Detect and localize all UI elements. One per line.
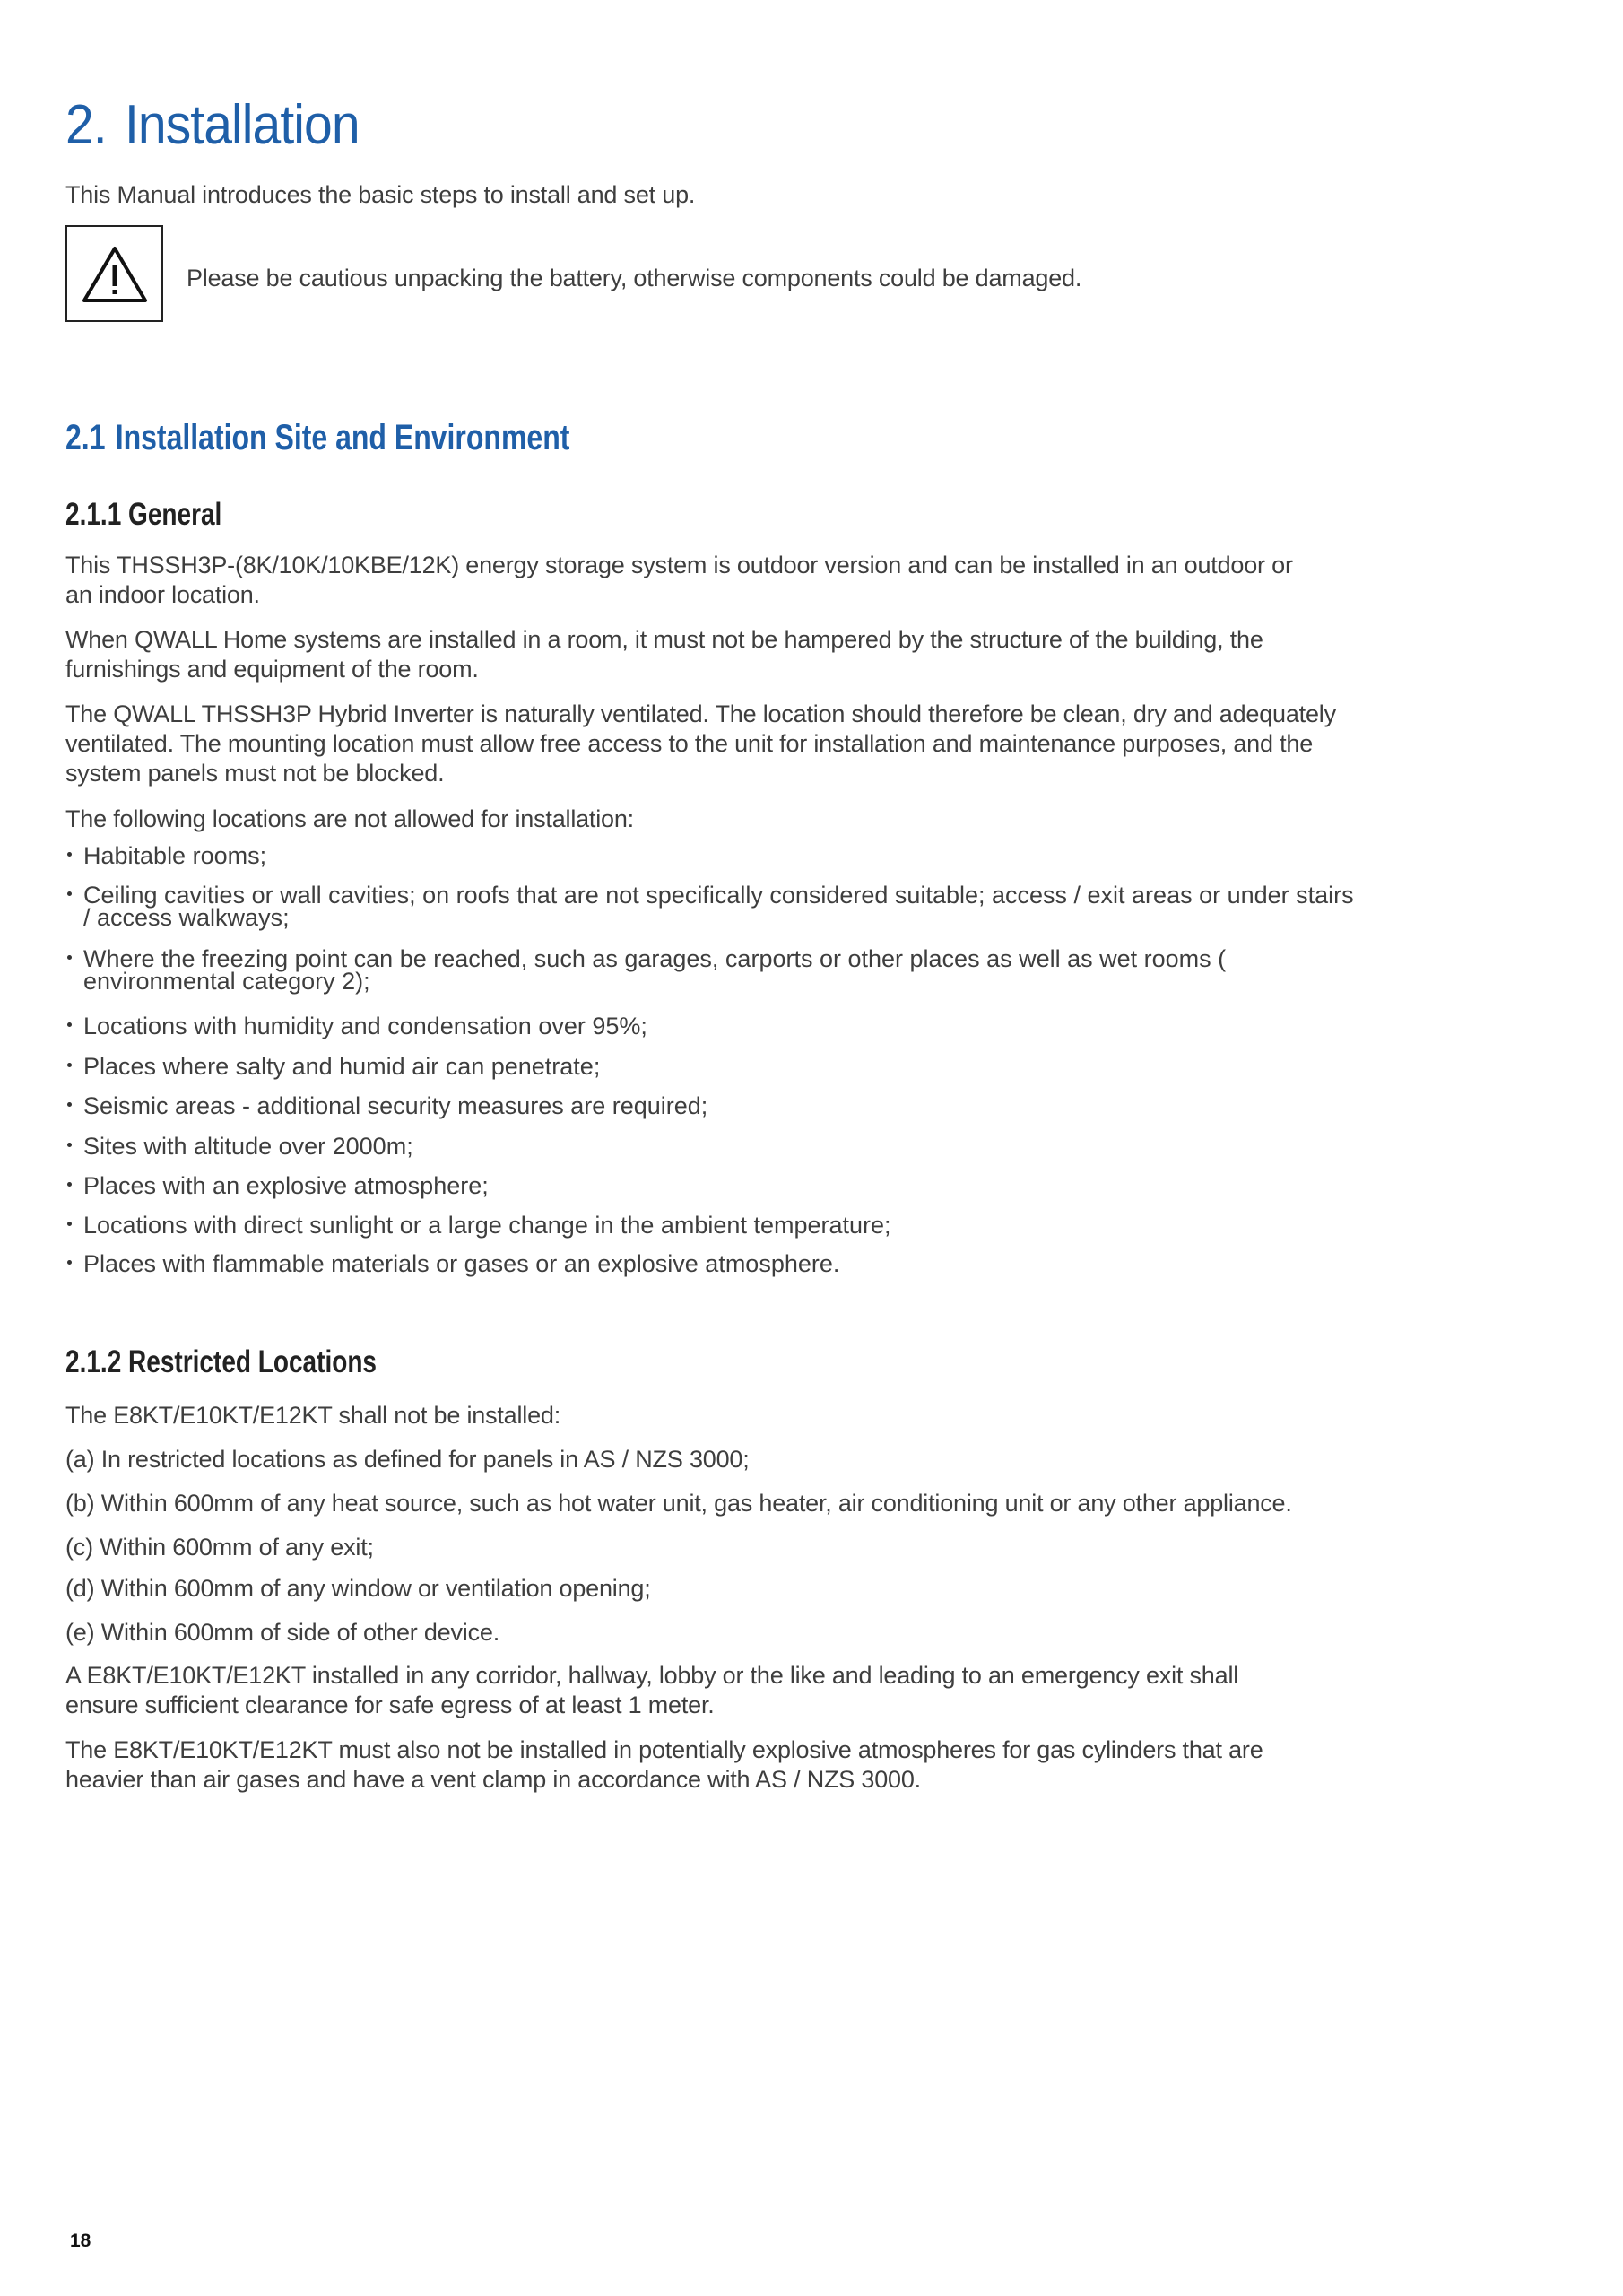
chapter-number: 2. [65, 94, 107, 156]
bullet-text: Seismic areas - additional security measures are required; [83, 1092, 708, 1119]
general-paragraph-line: ventilated. The mounting location must allow free access to the unit for installation and maintenance purposes, and the [65, 730, 1314, 757]
bullet-dot-icon [67, 1182, 72, 1187]
restricted-paragraph-line: heavier than air gases and have a vent clamp in accordance with AS / NZS 3000. [65, 1766, 921, 1793]
bullet-text: Places where salty and humid air can penetrate; [83, 1053, 601, 1080]
restricted-paragraph-line: (a) In restricted locations as defined for panels in AS / NZS 3000; [65, 1446, 750, 1473]
restricted-paragraph-line: A E8KT/E10KT/E12KT installed in any corridor, hallway, lobby or the like and leading to an emergency exit shall [65, 1662, 1239, 1689]
bullet-text: Habitable rooms; [83, 842, 267, 869]
bullet-dot-icon [67, 891, 72, 896]
bullet-text: Places with an explosive atmosphere; [83, 1172, 489, 1199]
bullet-text: Locations with direct sunlight or a large change in the ambient temperature; [83, 1212, 891, 1239]
bullet-text: Places with flammable materials or gases or an explosive atmosphere. [83, 1250, 840, 1277]
general-paragraph-line: system panels must not be blocked. [65, 760, 445, 787]
chapter-title-text: Installation [124, 94, 360, 156]
page-number: 18 [70, 2231, 91, 2251]
warning-text: Please be cautious unpacking the battery, otherwise components could be damaged. [187, 265, 1082, 291]
bullet-dot-icon [67, 1063, 72, 1067]
bullet-dot-icon [67, 1222, 72, 1226]
general-paragraph-line: an indoor location. [65, 581, 260, 608]
general-paragraph-line: furnishings and equipment of the room. [65, 656, 479, 683]
restricted-paragraph-line: The E8KT/E10KT/E12KT must also not be installed in potentially explosive atmospheres for gas cylinders that are [65, 1736, 1263, 1763]
section-number: 2.1 [65, 418, 106, 457]
bullet-dot-icon [67, 1022, 72, 1027]
warning-triangle-icon [82, 245, 148, 304]
chapter-title [65, 93, 360, 158]
restricted-paragraph-line: (d) Within 600mm of any window or ventilation opening; [65, 1575, 651, 1602]
general-paragraph-line: The QWALL THSSH3P Hybrid Inverter is naturally ventilated. The location should therefore be clean, dry and adequately [65, 700, 1336, 727]
bullet-text: environmental category 2); [83, 968, 370, 995]
section-heading [65, 416, 569, 459]
general-paragraph-line: The following locations are not allowed for installation: [65, 805, 634, 832]
bullet-dot-icon [67, 1143, 72, 1147]
general-paragraph-line: When QWALL Home systems are installed in a room, it must not be hampered by the structure of the building, the [65, 626, 1263, 653]
subsection-heading-restricted: 2.1.2 Restricted Locations [65, 1344, 378, 1379]
restricted-paragraph-line: (b) Within 600mm of any heat source, such as hot water unit, gas heater, air conditioning unit or any other appliance. [65, 1490, 1292, 1517]
intro-text: This Manual introduces the basic steps to install and set up. [65, 181, 696, 208]
subsection-heading-general: 2.1.1 General [65, 497, 222, 532]
bullet-text: Where the freezing point can be reached, such as garages, carports or other places as well as wet rooms ( [83, 945, 1227, 972]
bullet-text: Sites with altitude over 2000m; [83, 1133, 413, 1160]
warning-box [65, 225, 163, 322]
restricted-paragraph-line: ensure sufficient clearance for safe egress of at least 1 meter. [65, 1692, 715, 1718]
restricted-paragraph-line: The E8KT/E10KT/E12KT shall not be installed: [65, 1402, 561, 1429]
bullet-text: / access walkways; [83, 904, 290, 931]
restricted-paragraph-line: (e) Within 600mm of side of other device. [65, 1619, 500, 1646]
bullet-dot-icon [67, 955, 72, 960]
bullet-dot-icon [67, 852, 72, 857]
section-title: Installation Site and Environment [115, 418, 570, 457]
bullet-text: Locations with humidity and condensation over 95%; [83, 1013, 647, 1039]
bullet-text: Ceiling cavities or wall cavities; on roofs that are not specifically considered suitable; access / exit areas or under stairs [83, 882, 1354, 909]
bullet-dot-icon [67, 1260, 72, 1265]
bullet-dot-icon [67, 1102, 72, 1107]
restricted-paragraph-line: (c) Within 600mm of any exit; [65, 1534, 374, 1561]
general-paragraph-line: This THSSH3P-(8K/10K/10KBE/12K) energy storage system is outdoor version and can be installed in an outdoor or [65, 552, 1293, 578]
